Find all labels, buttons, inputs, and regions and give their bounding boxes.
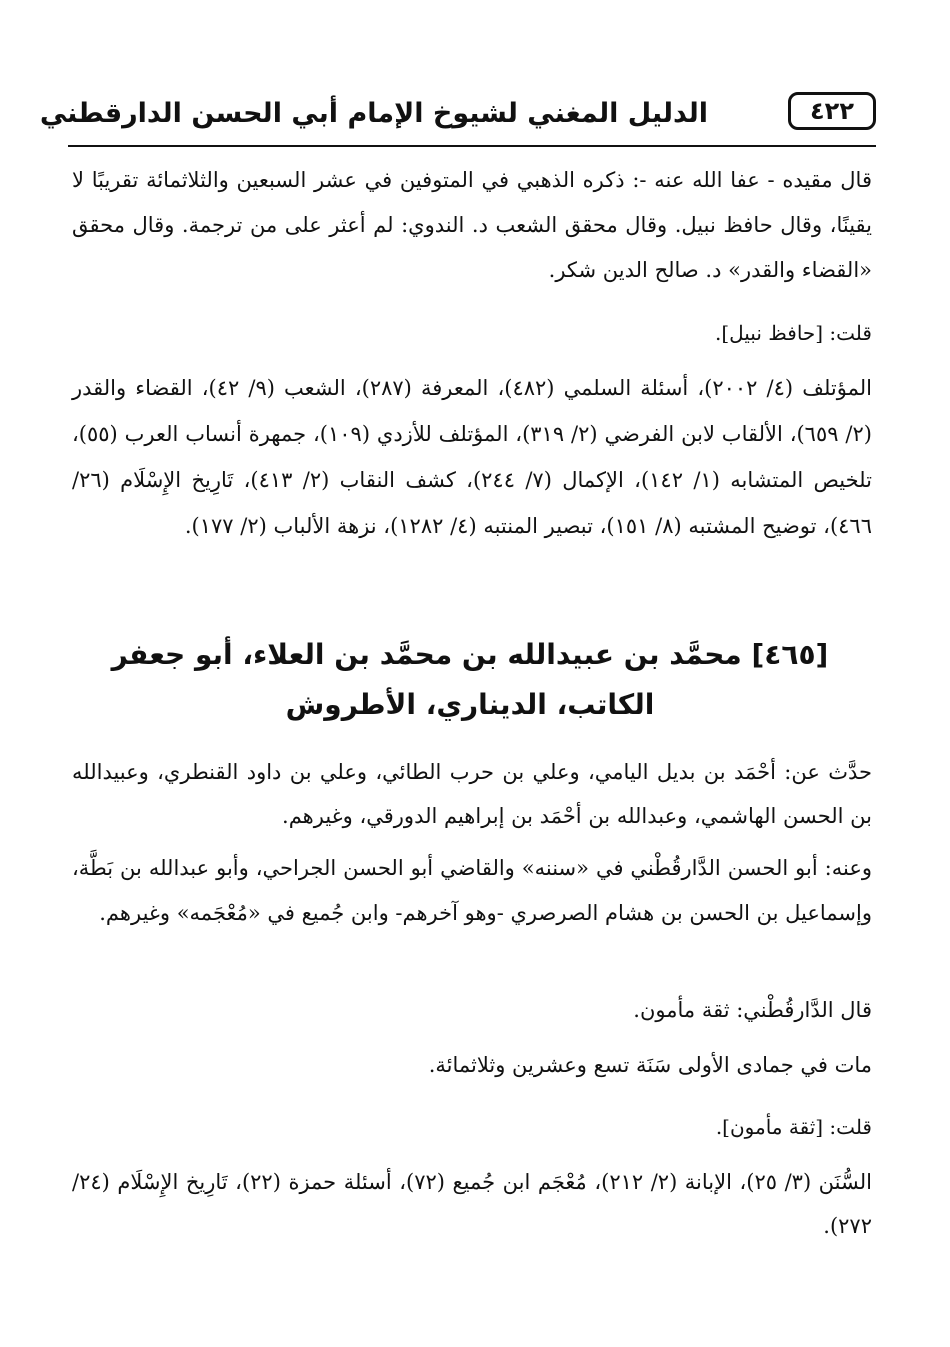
entry-heading: [100, 630, 840, 730]
editor-note: قال مقيده - عفا الله عنه -: ذكره الذهبي في المتوفين في عشر السبعين والثلاثمائة تقريبًا لا يقينًا، وقال حافظ نبيل. وقال محقق الشعب د. الندوي: لم أعثر على من ترجمة. وقال محقق «القضاء والقدر» د. صالح الدين شكر.: [72, 168, 872, 282]
header-rule: [68, 145, 876, 147]
entry-heading-line2: الكاتب، الديناري، الأطروش: [285, 688, 655, 721]
narrated-by: وعنه: أبو الحسن الدَّارقُطْني في «سننه» والقاضي أبو الحسن الجراحي، وأبو عبدالله بن بَطَّة، وإسماعيل بن الحسن بن هشام الصرصري -وهو آخرهم- وابن جُميع في «مُعْجَمه» وغيرهم.: [72, 856, 872, 925]
daraqutni-quote: قال الدَّارقُطْني: ثقة مأمون.: [633, 998, 872, 1022]
entry-heading-line1: [٤٦٥] محمَّد بن عبيدالله بن محمَّد بن العلاء، أبو جعفر: [111, 638, 829, 671]
entry-sources: السُّنَن (٣/ ٢٥)، الإبانة (٢/ ٢١٢)، مُعْجَم ابن جُميع (٧٢)، أسئلة حمزة (٢٢)، تَارِيخ الإِسْلَام (٢٤/ ٢٧٢).: [72, 1170, 872, 1238]
book-title: الدليل المغني لشيوخ الإمام أبي الحسن الدارقطني: [39, 98, 708, 129]
page-number: ٤٢٢: [810, 97, 854, 125]
sources-list: المؤتلف (٤/ ٢٠٠٢)، أسئلة السلمي (٤٨٢)، المعرفة (٢٨٧)، الشعب (٩/ ٤٢)، القضاء والقدر (٢/ ٦٥٩)، الألقاب لابن الفرضي (٢/ ٣١٩)، المؤتلف للأزدي (١٠٩)، جمهرة أنساب العرب (٥٥)، تلخيص المتشابه (١/ ١٤٢)، الإكمال (٧/ ٢٤٤)، كشف النقاب (٢/ ٤١٣)، تَارِيخ الإِسْلَام (٢٦/ ٤٦٦)، توضيح المشتبه (٨/ ١٥١)، تبصير المنتبه (٤/ ١٢٨٢)، نزهة الألباب (٢/ ١٧٧).: [72, 376, 872, 538]
narrated-from: حدَّث عن: أحْمَد بن بديل اليامي، وعلي بن حرب الطائي، وعلي بن داود القنطري، وعبيدالله بن الحسن الهاشمي، وعبدالله بن أحْمَد بن إبراهيم الدورقي، وغيرهم.: [72, 760, 872, 828]
page-number-frame: [788, 92, 876, 130]
running-header: [39, 92, 876, 142]
verdict-hafiz: قلت: [حافظ نبيل].: [714, 321, 872, 345]
death-date: مات في جمادى الأولى سَنَة تسع وعشرين وثلاثمائة.: [428, 1053, 872, 1077]
verdict-thiqa: قلت: [ثقة مأمون].: [715, 1115, 872, 1139]
